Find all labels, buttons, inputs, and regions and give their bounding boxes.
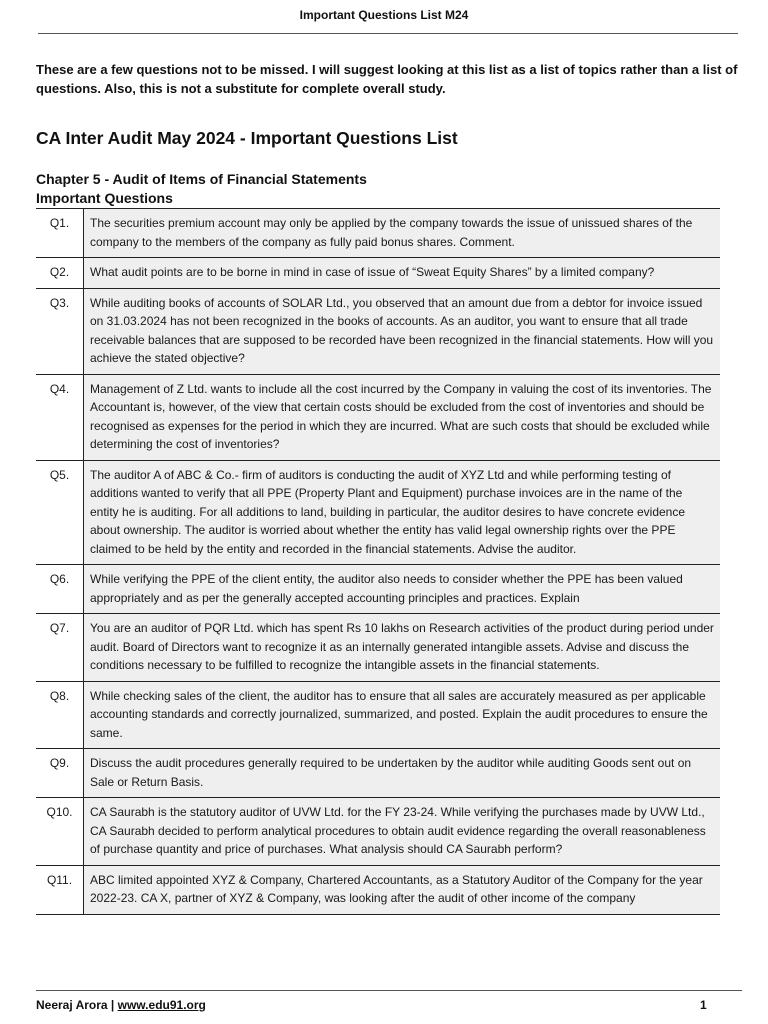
footer-author: Neeraj Arora | [36,998,118,1012]
question-number: Q9. [36,749,84,798]
question-number: Q6. [36,565,84,614]
question-number: Q5. [36,460,84,565]
question-number: Q7. [36,614,84,682]
question-text: While verifying the PPE of the client entity, the auditor also needs to consider whether the PPE has been valued appropriately and as per the generally accepted accounting principles and practices. Explain [84,565,721,614]
table-row [36,374,720,460]
page-number: 1 [700,998,707,1012]
question-text: The securities premium account may only be applied by the company towards the issue of unissued shares of the company to the members of the company as fully paid bonus shares. Comment. [84,209,721,258]
header-divider [38,33,738,34]
table-row [36,614,720,682]
questions-table [36,208,720,915]
question-number: Q4. [36,374,84,460]
question-number: Q10. [36,798,84,866]
question-text: While auditing books of accounts of SOLAR Ltd., you observed that an amount due from a debtor for invoice issued on 31.03.2024 has not been recognized in the books of accounts. As an auditor, you want to ensure that all trade receivable balances that are supposed to be recorded have been recognized in the financial statements. How will you achieve the stated objective? [84,288,721,374]
footer-website-link[interactable]: www.edu91.org [117,998,206,1012]
question-number: Q3. [36,288,84,374]
table-row [36,798,720,866]
question-text: Discuss the audit procedures generally required to be undertaken by the auditor while auditing Goods sent out on Sale or Return Basis. [84,749,721,798]
question-text: The auditor A of ABC & Co.- firm of auditors is conducting the audit of XYZ Ltd and while performing testing of additions wanted to verify that all PPE (Property Plant and Equipment) purchase invoices are in the name of the entity he is auditing. For all additions to land, building in particular, the auditor desires to have concrete evidence about ownership. The auditor is worried about whether the entity has valid legal ownership rights over the PPE claimed to be held by the entity and recorded in the financial statements. Advise the auditor. [84,460,721,565]
table-row [36,681,720,749]
table-row [36,565,720,614]
question-text: CA Saurabh is the statutory auditor of UVW Ltd. for the FY 23-24. While verifying the purchases made by UVW Ltd., CA Saurabh decided to perform analytical procedures to obtain audit evidence regarding the overall reasonableness of purchase quantity and price of purchases. What analysis should CA Saurabh perform? [84,798,721,866]
table-row [36,258,720,289]
question-number: Q2. [36,258,84,289]
question-text: Management of Z Ltd. wants to include all the cost incurred by the Company in valuing the cost of its inventories. The Accountant is, however, of the view that certain costs should be excluded from the cost of inventories and should be recognised as expenses for the period in which they are incurred. What are such costs that should be excluded while determining the cost of inventories? [84,374,721,460]
question-number: Q11. [36,865,84,914]
table-row [36,749,720,798]
question-text: While checking sales of the client, the auditor has to ensure that all sales are accurately measured as per applicable accounting standards and correctly journalized, summarized, and posted. Explain the audit procedures to ensure the same. [84,681,721,749]
question-number: Q1. [36,209,84,258]
table-row [36,460,720,565]
page-header-title: Important Questions List M24 [299,8,469,22]
footer-credit [36,998,206,1012]
table-row [36,288,720,374]
question-number: Q8. [36,681,84,749]
chapter-title: Chapter 5 - Audit of Items of Financial Statements [36,171,367,187]
section-title: Important Questions [36,190,173,206]
question-text: You are an auditor of PQR Ltd. which has spent Rs 10 lakhs on Research activities of the product during period under audit. Board of Directors want to recognize it as an internally generated intangible assets. Advise and discuss the conditions necessary to be fulfilled to recognize the intangible assets in the financial statements. [84,614,721,682]
footer-divider [36,990,742,991]
question-text: What audit points are to be borne in mind in case of issue of “Sweat Equity Shares” by a limited company? [84,258,721,289]
document-title: CA Inter Audit May 2024 - Important Questions List [36,128,458,148]
table-row [36,209,720,258]
table-row [36,865,720,914]
question-text: ABC limited appointed XYZ & Company, Chartered Accountants, as a Statutory Auditor of the Company for the year 2022-23. CA X, partner of XYZ & Company, was looking after the audit of other income of the company [84,865,721,914]
intro-paragraph: These are a few questions not to be missed. I will suggest looking at this list as a list of topics rather than a list of questions. Also, this is not a substitute for complete overall study. [36,62,738,96]
